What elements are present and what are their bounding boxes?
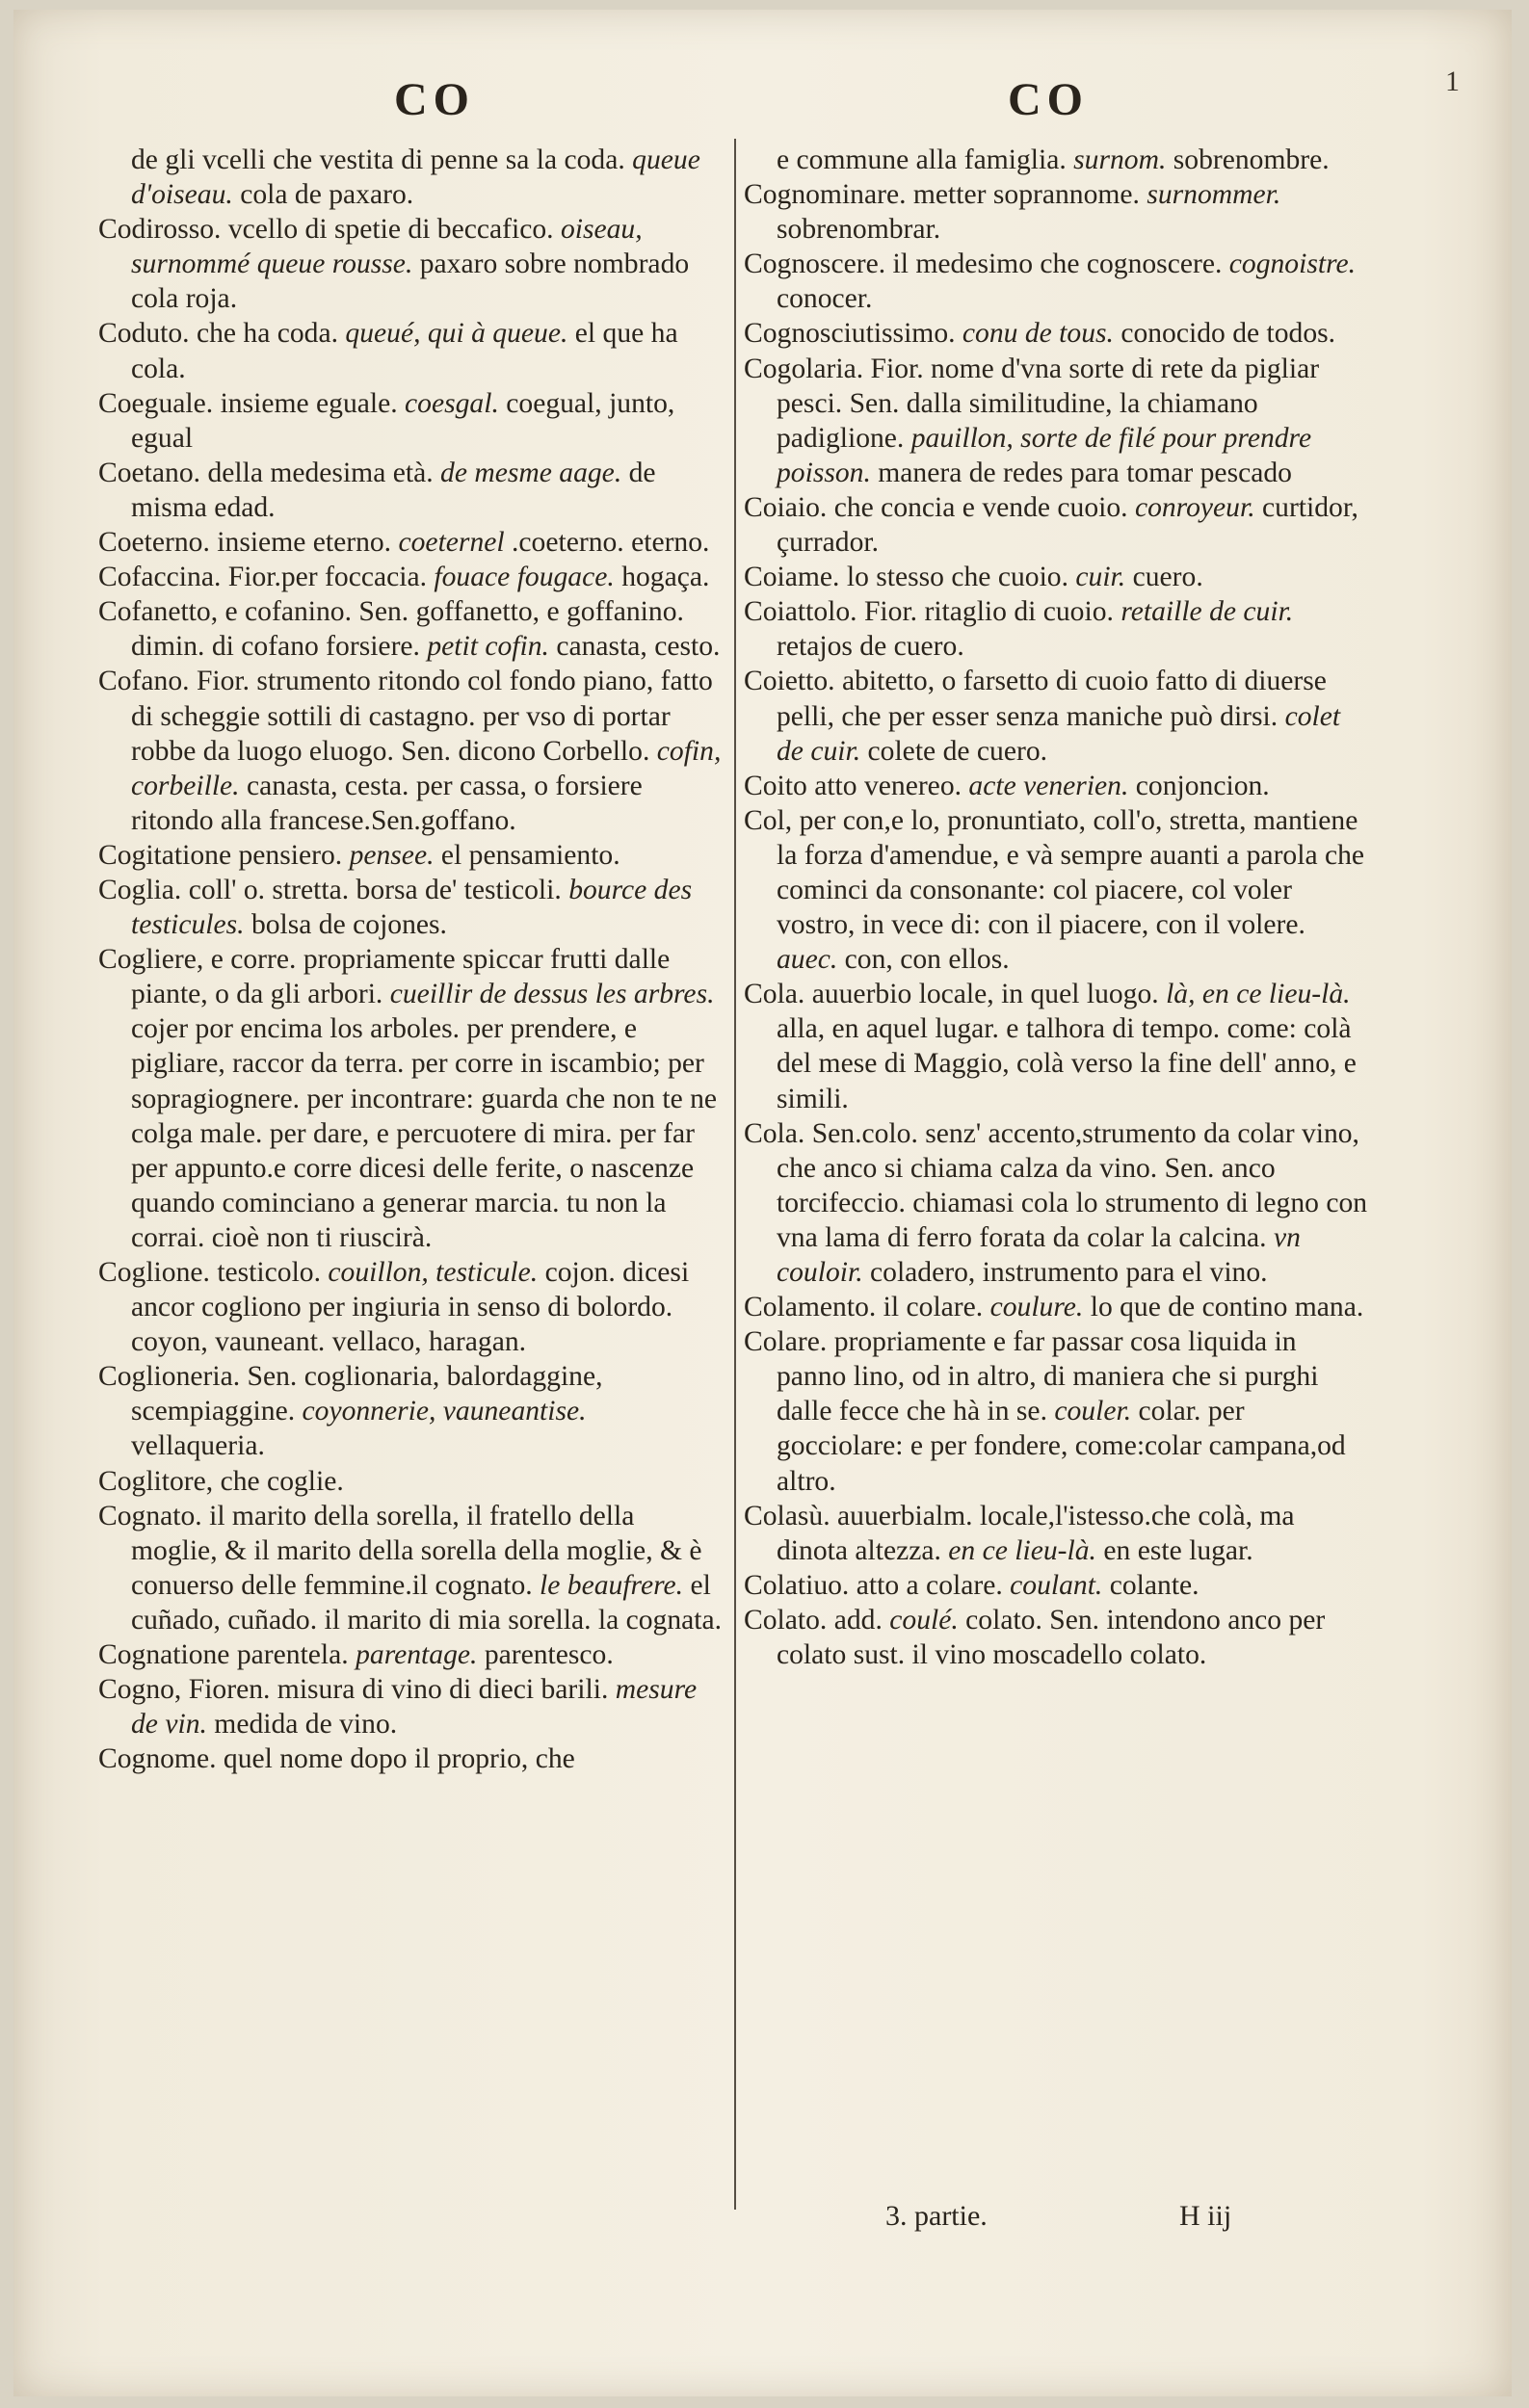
entry-definition: atto a colare. xyxy=(856,1569,1003,1601)
entry-equivalents: canasta, cesta. per cassa, o forsiere ritondo alla francese.Sen.goffano. xyxy=(131,770,643,836)
entry-headword: Cognato. xyxy=(98,1500,202,1531)
entry-definition: Sen. coglionaria, balordaggine, scempiaggine. xyxy=(131,1361,603,1427)
entry-definition: il medesimo che cognoscere. xyxy=(892,249,1223,280)
entry-equivalents: conocido de todos. xyxy=(1120,318,1336,350)
signature-mark: 3. partie. xyxy=(885,2200,988,2232)
entry-french: surnom. xyxy=(1073,144,1167,175)
entry-headword: Cognatione xyxy=(98,1639,230,1671)
entry-french: acte venerien. xyxy=(968,770,1129,801)
entry-definition: quel nome dopo il proprio, che xyxy=(223,1743,575,1775)
entry-headword: Coglioneria. xyxy=(98,1361,241,1393)
entry-equivalents: conjoncion. xyxy=(1135,770,1270,801)
page-mark: H iij xyxy=(1179,2200,1232,2232)
entry-definition: Sen.colo. senz' accento,strumento da colar vino, che anco si chiama calza da vino. Sen. anco torcifeccio. chiamasi cola lo strumento di legno con vna lama di ferro forata da colar la calcina. xyxy=(777,1117,1368,1253)
entry-headword: Coduto. xyxy=(98,318,190,350)
dictionary-entry xyxy=(98,560,726,594)
dictionary-entry xyxy=(744,769,1372,803)
entry-definition: insieme eterno. xyxy=(217,527,392,559)
entry-equivalents: el pensamiento. xyxy=(440,839,620,871)
entry-definition: il marito della sorella, il fratello della moglie, & il marito della sorella della moglie, & è conuerso delle femmine.il cognato. xyxy=(131,1500,702,1601)
entry-french: coesgal. xyxy=(405,387,499,419)
entry-french: pensee. xyxy=(349,839,435,871)
entry-definition: e cofanino. Sen. goffanetto, e goffanino. dimin. di cofano forsiere. xyxy=(131,596,684,663)
entry-equivalents: colato. Sen. intendono anco per colato sust. il vino moscadello colato. xyxy=(777,1604,1326,1671)
entry-french: retaille de cuir. xyxy=(1120,596,1294,628)
dictionary-entry xyxy=(98,1359,726,1463)
entry-french: cueillir de dessus les arbres. xyxy=(389,979,715,1010)
entry-equivalents: curtidor, çurrador. xyxy=(777,491,1358,559)
entry-french: conroyeur. xyxy=(1134,491,1255,523)
entry-headword: Colato. xyxy=(744,1604,828,1636)
dictionary-entry xyxy=(98,1741,726,1776)
entry-headword: Coietto. xyxy=(744,666,835,697)
entry-equivalents: de misma edad. xyxy=(131,457,656,523)
left-running-header: CO xyxy=(394,74,475,125)
entry-definition: coll' o. stretta. borsa de' testicoli. xyxy=(188,874,562,905)
entry-french: queué, qui à queue. xyxy=(345,318,568,350)
entry-french: coulant. xyxy=(1010,1569,1103,1601)
entry-headword: Cola. xyxy=(744,979,805,1010)
dictionary-entry xyxy=(744,352,1372,490)
entry-french: en ce lieu-là. xyxy=(948,1534,1096,1566)
entry-definition: de gli vcelli che vestita di penne sa la coda. xyxy=(131,144,625,175)
entry-equivalents: sobrenombre. xyxy=(1173,144,1330,175)
entry-equivalents: conocer. xyxy=(777,283,873,315)
entry-equivalents: el cuñado, cuñado. il marito di mia sorella. la cognata. xyxy=(131,1569,723,1636)
entry-headword: Coito xyxy=(744,770,807,801)
entry-definition: pensiero. xyxy=(238,839,343,871)
entry-french: mesure de vin. xyxy=(131,1674,698,1741)
entry-definition: lo stesso che cuoio. xyxy=(846,562,1068,593)
right-column xyxy=(744,143,1372,1672)
entry-equivalents: con, con ellos. xyxy=(844,944,1010,976)
entry-french: cuir. xyxy=(1075,562,1126,593)
dictionary-entry xyxy=(744,490,1372,560)
dictionary-entry xyxy=(98,212,726,316)
entry-headword: Coglione. xyxy=(98,1257,210,1288)
entry-french: petit cofin. xyxy=(427,631,549,663)
dictionary-entry xyxy=(98,456,726,525)
entry-headword: Coglitore, xyxy=(98,1465,214,1497)
entry-equivalents: en este lugar. xyxy=(1103,1534,1253,1566)
entry-definition: Fioren. misura di vino di dieci barili. xyxy=(188,1674,609,1706)
entry-french: vn couloir. xyxy=(777,1221,1301,1288)
dictionary-entry xyxy=(744,1116,1372,1290)
entry-french: queue d'oiseau. xyxy=(131,144,700,211)
entry-headword: Colare. xyxy=(744,1326,828,1358)
entry-definition: per con,e lo, pronuntiato, coll'o, stretta, mantiene la forza d'amendue, e và sempre auanti a parola che cominci da consonante: col piacere, col voler vostro, in vece di: con il piacere, con il volere. xyxy=(777,804,1365,941)
entry-french: bource des testicules. xyxy=(131,874,693,941)
entry-equivalents: cuero. xyxy=(1132,562,1203,593)
entry-french: coulé. xyxy=(889,1604,959,1636)
dictionary-entry xyxy=(744,1499,1372,1568)
entry-french: pauillon, sorte de filé pour prendre poisson. xyxy=(777,422,1312,488)
dictionary-entry xyxy=(744,1568,1372,1603)
entry-equivalents: medida de vino. xyxy=(214,1709,398,1741)
entry-definition: propriamente e far passar cosa liquida in panno lino, od in altro, di maniera che si purghi dalle fecce che hà in se. xyxy=(777,1326,1319,1427)
dictionary-entry xyxy=(744,247,1372,316)
dictionary-entry xyxy=(98,873,726,942)
entry-french: cognoistre. xyxy=(1228,249,1357,280)
entry-headword: Cognominare. xyxy=(744,179,907,211)
entry-headword: Coeterno. xyxy=(98,527,210,559)
entry-equivalents: coegual, junto, egual xyxy=(131,387,675,454)
entry-headword: Cogitatione xyxy=(98,839,232,871)
entry-definition: il colare. xyxy=(883,1292,984,1323)
entry-headword: Colamento. xyxy=(744,1292,877,1323)
entry-equivalents: colar. per gocciolare: e per fondere, come:colar campana,od altro. xyxy=(777,1396,1346,1497)
dictionary-entry xyxy=(98,1637,726,1672)
entry-french: couler. xyxy=(1054,1396,1132,1427)
entry-headword: Coglia. xyxy=(98,874,182,905)
entry-french: couillon, testicule. xyxy=(328,1257,539,1288)
entry-definition: metter soprannome. xyxy=(912,179,1140,211)
entry-headword: Colasù. xyxy=(744,1500,830,1531)
dictionary-entry xyxy=(744,560,1372,594)
entry-equivalents: coladero, instrumento para el vino. xyxy=(870,1257,1268,1288)
entry-equivalents: bolsa de cojones. xyxy=(250,909,447,941)
entry-headword: Cola. xyxy=(744,1117,805,1149)
corner-mark: 1 xyxy=(1445,65,1460,97)
left-column xyxy=(98,143,726,1776)
entry-french: conu de tous. xyxy=(962,318,1114,350)
entry-headword: Codirosso. xyxy=(98,214,222,246)
entry-definition: abitetto, o farsetto di cuoio fatto di diuerse pelli, che per esser senza maniche può dirsi. xyxy=(777,666,1327,732)
entry-headword: Coiattolo. xyxy=(744,596,857,628)
entry-french: fouace fougace. xyxy=(434,562,615,593)
entry-equivalents: hogaça. xyxy=(621,562,710,593)
dictionary-entry xyxy=(98,143,726,212)
entry-french: parentage. xyxy=(356,1639,478,1671)
entry-definition: insieme eguale. xyxy=(220,387,398,419)
entry-french: là, en ce lieu-là. xyxy=(1166,979,1351,1010)
dictionary-entry xyxy=(98,316,726,385)
entry-equivalents: vellaqueria. xyxy=(131,1430,265,1462)
dictionary-entry xyxy=(98,1672,726,1741)
dictionary-entry xyxy=(744,664,1372,768)
entry-headword: Cofano. xyxy=(98,666,190,697)
entry-french: coyonnerie, vauneantise. xyxy=(302,1396,587,1427)
dictionary-entry xyxy=(744,143,1372,177)
entry-definition: che ha coda. xyxy=(196,318,339,350)
dictionary-page xyxy=(13,10,1512,2396)
entry-headword: Coiaio. xyxy=(744,491,828,523)
entry-definition: e commune alla famiglia. xyxy=(777,144,1067,175)
entry-french: oiseau, surnommé queue rousse. xyxy=(131,214,643,280)
entry-equivalents: colante. xyxy=(1109,1569,1199,1601)
entry-headword: Cognoscere. xyxy=(744,249,886,280)
entry-headword: Cognome. xyxy=(98,1743,217,1775)
entry-definition: Fior. ritaglio di cuoio. xyxy=(863,596,1114,628)
entry-headword: Colatiuo. xyxy=(744,1569,850,1601)
entry-definition: della medesima età. xyxy=(207,457,434,488)
entry-definition: add. xyxy=(833,1604,883,1636)
dictionary-entry xyxy=(744,1603,1372,1672)
entry-equivalents: cojon. dicesi ancor cogliono per ingiuria in senso di bolordo. coyon, vauneant. vellaco, haragan. xyxy=(131,1257,690,1358)
dictionary-entry xyxy=(98,1499,726,1637)
entry-equivalents: paxaro sobre nombrado cola roja. xyxy=(131,249,690,315)
entry-definition: testicolo. xyxy=(217,1257,321,1288)
dictionary-entry xyxy=(98,525,726,560)
dictionary-entry xyxy=(744,1324,1372,1498)
entry-definition: atto venereo. xyxy=(814,770,962,801)
entry-definition: vcello di spetie di beccafico. xyxy=(227,214,554,246)
dictionary-entry xyxy=(98,1255,726,1359)
entry-equivalents: canasta, cesto. xyxy=(556,631,721,663)
entry-equivalents: .coeterno. eterno. xyxy=(512,527,710,559)
dictionary-entry xyxy=(98,1464,726,1499)
entry-equivalents: parentesco. xyxy=(484,1639,614,1671)
entry-equivalents: manera de redes para tomar pescado xyxy=(878,457,1292,488)
entry-equivalents: el que ha cola. xyxy=(131,318,678,384)
dictionary-entry xyxy=(98,942,726,1255)
dictionary-entry xyxy=(744,177,1372,247)
entry-french: surnommer. xyxy=(1147,179,1281,211)
entry-headword: Cognosciutissimo. xyxy=(744,318,956,350)
entry-french: de mesme aage. xyxy=(440,457,622,488)
dictionary-entry xyxy=(98,838,726,873)
dictionary-entry xyxy=(744,1290,1372,1324)
entry-headword: Cofaccina. xyxy=(98,562,222,593)
dictionary-entry xyxy=(744,803,1372,977)
entry-equivalents: lo que de contino mana. xyxy=(1090,1292,1364,1323)
column-divider xyxy=(734,139,736,2210)
entry-headword: Coetano. xyxy=(98,457,201,488)
entry-equivalents: cojer por encima los arboles. per prendere, e pigliare, raccor da terra. per corre in iscambio; per sopragiognere. per incontrare: guarda che non te ne colga male. per dare, e percuotere di mira. per far per appunto.e corre dicesi delle ferite, o nascenze quando cominciano a generar marcia. tu non la corrai. cioè non ti riuscirà. xyxy=(131,1013,718,1253)
entry-headword: Cofanetto, xyxy=(98,596,219,628)
entry-french: auec. xyxy=(777,944,838,976)
entry-headword: Cogno, xyxy=(98,1674,182,1706)
entry-french: coulure. xyxy=(989,1292,1084,1323)
entry-definition: auuerbialm. locale,l'istesso.che colà, ma dinota altezza. xyxy=(777,1500,1295,1566)
entry-definition: Fior.per foccacia. xyxy=(227,562,427,593)
entry-definition: auuerbio locale, in quel luogo. xyxy=(811,979,1159,1010)
entry-definition: parentela. xyxy=(236,1639,349,1671)
entry-headword: Col, xyxy=(744,804,793,836)
entry-equivalents: colete de cuero. xyxy=(867,735,1048,767)
entry-headword: Cogolaria. xyxy=(744,353,864,384)
entry-french: coeternel xyxy=(398,527,505,559)
entry-definition: che coglie. xyxy=(220,1465,344,1497)
entry-french: le beaufrere. xyxy=(540,1569,684,1601)
entry-definition: Fior. nome d'vna sorte di rete da pigliar pesci. Sen. dalla similitudine, la chiamano padiglione. xyxy=(777,353,1320,454)
dictionary-entry xyxy=(744,316,1372,351)
entry-french: cofin, corbeille. xyxy=(131,735,722,801)
dictionary-entry xyxy=(98,664,726,837)
dictionary-entry xyxy=(744,594,1372,664)
entry-headword: Cogliere, xyxy=(98,944,204,976)
dictionary-entry xyxy=(744,977,1372,1115)
entry-equivalents: retajos de cuero. xyxy=(777,631,964,663)
dictionary-entry xyxy=(98,594,726,664)
entry-equivalents: cola de paxaro. xyxy=(240,179,414,211)
entry-headword: Coeguale. xyxy=(98,387,214,419)
entry-equivalents: alla, en aquel lugar. e talhora di tempo. come: colà del mese di Maggio, colà verso la fine dell' anno, e simili. xyxy=(777,1013,1357,1114)
entry-french: colet de cuir. xyxy=(777,700,1341,767)
entry-equivalents: sobrenombrar. xyxy=(777,214,941,246)
entry-definition: Fior. strumento ritondo col fondo piano, fatto di scheggie sottili di castagno. per vso di portar robbe da luogo eluogo. Sen. dicono Corbello. xyxy=(131,666,713,767)
dictionary-entry xyxy=(98,386,726,456)
entry-definition: che concia e vende cuoio. xyxy=(833,491,1128,523)
right-running-header: CO xyxy=(1008,74,1089,125)
entry-definition: e corre. propriamente spiccar frutti dalle piante, o da gli arbori. xyxy=(131,944,671,1010)
entry-headword: Coiame. xyxy=(744,562,840,593)
